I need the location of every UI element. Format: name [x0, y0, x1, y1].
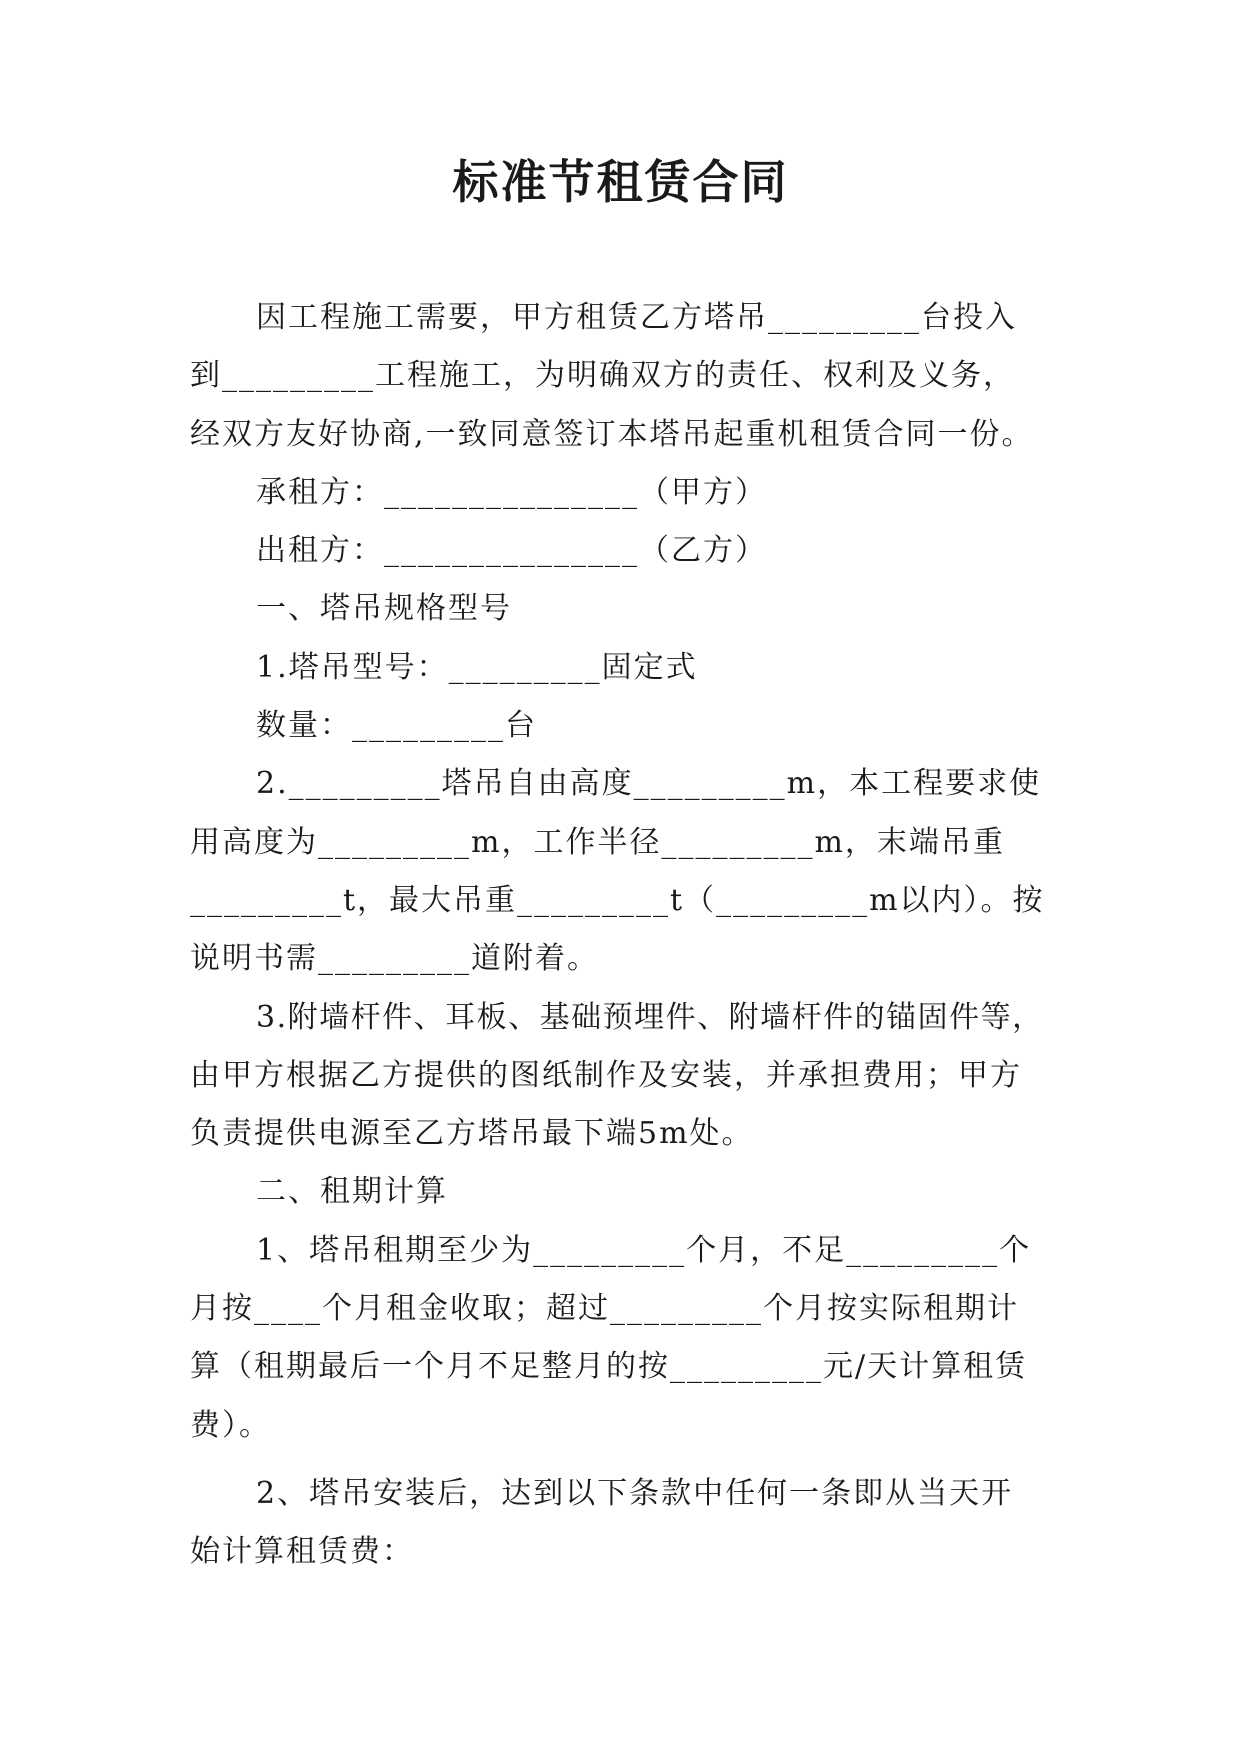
paragraph-line: 费）。	[190, 1407, 271, 1443]
paragraph-line: 因工程施工需要，甲方租赁乙方塔吊_________台投入	[256, 300, 1017, 335]
paragraph-line: 到_________工程施工，为明确双方的责任、权利及义务，	[190, 358, 1015, 394]
lessee-line: 承租方：_______________（甲方）	[256, 474, 767, 510]
paragraph-line: 数量：_________台	[256, 708, 537, 744]
paragraph-line: _________t，最大吊重_________t（_________m以内）。按	[190, 882, 1045, 918]
paragraph-line: 由甲方根据乙方提供的图纸制作及安装，并承担费用；甲方	[190, 1057, 1022, 1093]
paragraph-line: 说明书需_________道附着。	[190, 941, 599, 977]
paragraph-line: 用高度为_________m，工作半径_________m，末端吊重	[190, 824, 1005, 860]
paragraph-line: 经双方友好协商,一致同意签订本塔吊起重机租赁合同一份。	[190, 416, 1034, 452]
section-heading: 一、塔吊规格型号	[256, 591, 512, 627]
lessor-line: 出租方：_______________（乙方）	[256, 533, 767, 569]
paragraph-line: 2、塔吊安装后，达到以下条款中任何一条即从当天开	[256, 1475, 1014, 1511]
section-heading: 二、租期计算	[256, 1174, 448, 1210]
paragraph-line: 1.塔吊型号：_________固定式	[256, 649, 698, 685]
paragraph-line: 始计算租赁费：	[190, 1534, 414, 1570]
paragraph-line: 负责提供电源至乙方塔吊最下端5m处。	[190, 1116, 754, 1152]
paragraph-line: 3.附墙杆件、耳板、基础预埋件、附墙杆件的锚固件等，	[256, 999, 1044, 1035]
document-title: 标准节租赁合同	[452, 155, 789, 209]
paragraph-line: 月按____个月租金收取；超过_________个月按实际租期计	[190, 1291, 1019, 1327]
document-body	[190, 289, 1050, 1582]
paragraph-line: 1、塔吊租期至少为_________个月，不足_________个	[256, 1232, 1032, 1268]
paragraph-line: 算（租期最后一个月不足整月的按_________元/天计算租赁	[190, 1349, 1028, 1385]
paragraph-line: 2._________塔吊自由高度_________m，本工程要求使	[256, 766, 1042, 802]
